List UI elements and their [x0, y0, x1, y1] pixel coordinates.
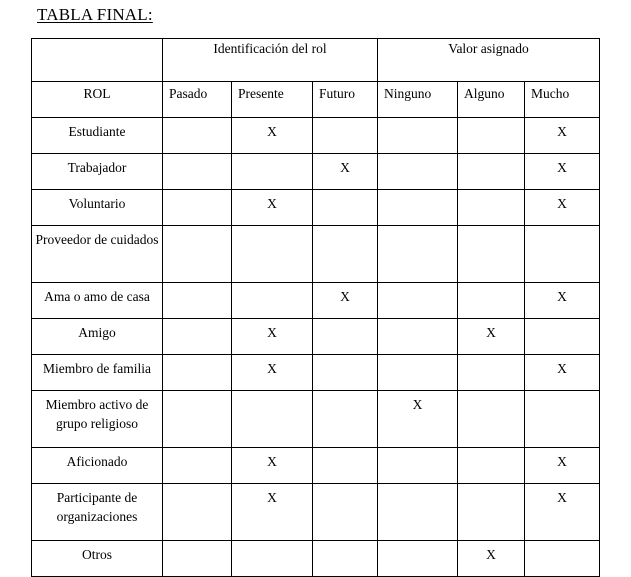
- column-header-mucho: Mucho: [525, 82, 600, 118]
- cell-presente: [232, 154, 313, 190]
- table-row: [32, 190, 600, 226]
- column-header-futuro: Futuro: [313, 82, 378, 118]
- cell-pasado: [163, 118, 232, 154]
- cell-pasado: [163, 154, 232, 190]
- table-row: [32, 448, 600, 484]
- cell-pasado: [163, 319, 232, 355]
- cell-ninguno: X: [378, 391, 458, 448]
- roles-table: [31, 38, 600, 577]
- cell-presente: [232, 541, 313, 577]
- cell-futuro: [313, 190, 378, 226]
- empty-corner-cell: [32, 39, 163, 82]
- cell-presente: X: [232, 355, 313, 391]
- cell-mucho: X: [525, 154, 600, 190]
- cell-alguno: [458, 355, 525, 391]
- cell-mucho: X: [525, 283, 600, 319]
- table-row: [32, 391, 600, 448]
- cell-alguno: [458, 283, 525, 319]
- role-name: Trabajador: [32, 154, 163, 190]
- cell-presente: [232, 391, 313, 448]
- table-row: [32, 154, 600, 190]
- column-header-ninguno: Ninguno: [378, 82, 458, 118]
- cell-futuro: [313, 118, 378, 154]
- column-header-pasado: Pasado: [163, 82, 232, 118]
- role-name: Miembro de familia: [32, 355, 163, 391]
- role-name: Proveedor de cuidados: [32, 226, 163, 283]
- cell-futuro: [313, 391, 378, 448]
- cell-futuro: [313, 541, 378, 577]
- cell-mucho: [525, 541, 600, 577]
- cell-mucho: X: [525, 448, 600, 484]
- cell-pasado: [163, 484, 232, 541]
- role-name: Miembro activo de grupo religioso: [32, 391, 163, 448]
- cell-ninguno: [378, 190, 458, 226]
- role-name: Otros: [32, 541, 163, 577]
- cell-mucho: X: [525, 484, 600, 541]
- cell-alguno: X: [458, 541, 525, 577]
- cell-ninguno: [378, 283, 458, 319]
- cell-mucho: [525, 226, 600, 283]
- cell-presente: X: [232, 118, 313, 154]
- cell-futuro: X: [313, 154, 378, 190]
- cell-alguno: [458, 118, 525, 154]
- cell-ninguno: [378, 319, 458, 355]
- cell-mucho: [525, 391, 600, 448]
- cell-pasado: [163, 283, 232, 319]
- table-row: [32, 484, 600, 541]
- cell-alguno: [458, 484, 525, 541]
- cell-pasado: [163, 226, 232, 283]
- cell-pasado: [163, 355, 232, 391]
- table-row: [32, 226, 600, 283]
- cell-ninguno: [378, 355, 458, 391]
- cell-futuro: [313, 448, 378, 484]
- role-name: Amigo: [32, 319, 163, 355]
- cell-mucho: X: [525, 190, 600, 226]
- cell-futuro: [313, 226, 378, 283]
- column-header-rol: ROL: [32, 82, 163, 118]
- document-title: TABLA FINAL:: [37, 5, 153, 24]
- cell-presente: X: [232, 484, 313, 541]
- cell-ninguno: [378, 448, 458, 484]
- role-name: Voluntario: [32, 190, 163, 226]
- table-row: [32, 355, 600, 391]
- table-row: [32, 283, 600, 319]
- cell-futuro: [313, 355, 378, 391]
- table-row: [32, 541, 600, 577]
- cell-ninguno: [378, 154, 458, 190]
- cell-alguno: [458, 391, 525, 448]
- cell-presente: X: [232, 190, 313, 226]
- cell-alguno: [458, 448, 525, 484]
- cell-alguno: X: [458, 319, 525, 355]
- cell-pasado: [163, 448, 232, 484]
- cell-alguno: [458, 190, 525, 226]
- cell-mucho: [525, 319, 600, 355]
- group-header-valor: Valor asignado: [378, 39, 600, 82]
- cell-ninguno: [378, 484, 458, 541]
- cell-pasado: [163, 541, 232, 577]
- cell-pasado: [163, 190, 232, 226]
- cell-ninguno: [378, 118, 458, 154]
- cell-futuro: [313, 484, 378, 541]
- role-name: Ama o amo de casa: [32, 283, 163, 319]
- role-name: Aficionado: [32, 448, 163, 484]
- cell-futuro: X: [313, 283, 378, 319]
- column-header-alguno: Alguno: [458, 82, 525, 118]
- column-header-presente: Presente: [232, 82, 313, 118]
- cell-presente: X: [232, 319, 313, 355]
- group-header-identificacion: Identificación del rol: [163, 39, 378, 82]
- cell-presente: [232, 283, 313, 319]
- cell-alguno: [458, 154, 525, 190]
- cell-mucho: X: [525, 118, 600, 154]
- table-row: [32, 319, 600, 355]
- cell-futuro: [313, 319, 378, 355]
- cell-mucho: X: [525, 355, 600, 391]
- cell-alguno: [458, 226, 525, 283]
- cell-presente: X: [232, 448, 313, 484]
- role-name: Estudiante: [32, 118, 163, 154]
- table-row: [32, 118, 600, 154]
- cell-ninguno: [378, 541, 458, 577]
- cell-presente: [232, 226, 313, 283]
- role-name: Participante de organizaciones: [32, 484, 163, 541]
- cell-ninguno: [378, 226, 458, 283]
- cell-pasado: [163, 391, 232, 448]
